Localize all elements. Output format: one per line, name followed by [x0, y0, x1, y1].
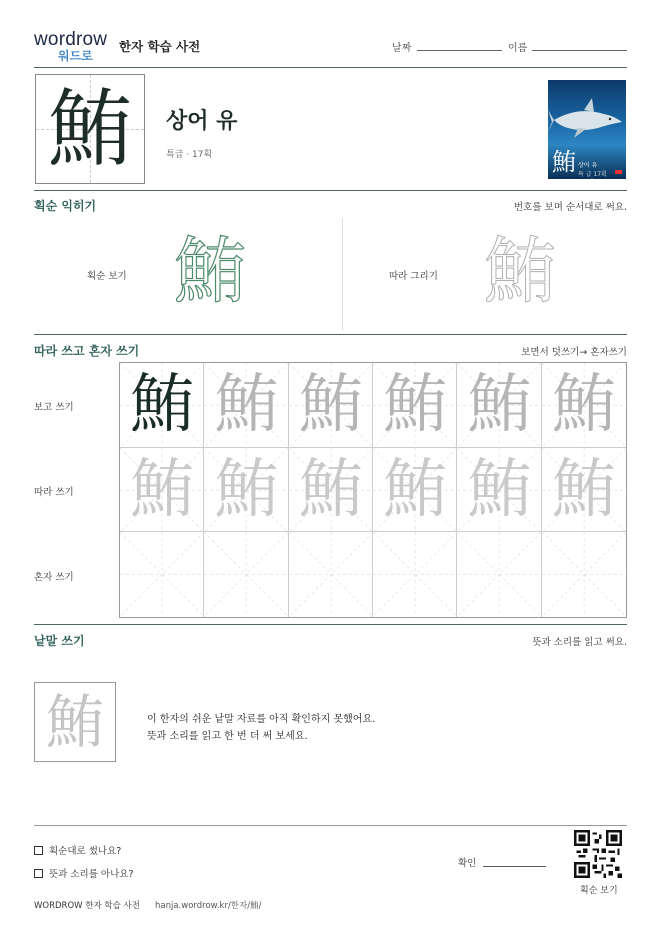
practice-cell[interactable]	[289, 448, 373, 533]
section-divider	[34, 624, 627, 625]
practice-cell[interactable]	[542, 363, 626, 448]
practice-cell[interactable]	[120, 532, 204, 617]
photo-character: 鮪	[552, 148, 576, 176]
footer-url[interactable]: hanja.wordrow.kr/한자/鮪/	[155, 901, 262, 911]
practice-cell[interactable]	[542, 532, 626, 617]
stroke-section-hint: 번호를 보며 순서대로 써요.	[513, 202, 627, 213]
row-label-trace: 따라 쓰기	[34, 487, 74, 498]
cell-guide-lines	[289, 532, 373, 617]
section-divider	[34, 190, 627, 191]
checklist-item-meaning[interactable]	[34, 866, 134, 880]
checklist-item-stroke[interactable]	[34, 843, 121, 857]
stroke-view-label: 획순 보기	[87, 271, 127, 282]
qr-icon	[574, 830, 622, 878]
photo-caption-sub: 특 급 17획 wordrow	[578, 171, 607, 185]
practice-cell[interactable]	[289, 363, 373, 448]
app-title: 한자 학습 사전	[119, 39, 201, 54]
practice-cell[interactable]	[373, 363, 457, 448]
stroke-section-title: 획순 익히기	[34, 199, 97, 213]
checkbox[interactable]	[34, 846, 43, 855]
cell-guide-lines	[120, 532, 204, 617]
cell-guide-lines	[373, 532, 457, 617]
date-label: 날짜	[392, 43, 412, 54]
row-label-look: 보고 쓰기	[34, 402, 74, 413]
practice-cell[interactable]	[204, 532, 288, 617]
practice-character: 鮪	[383, 452, 448, 527]
footer-brand: WORDROW 한자 학습 사전	[34, 901, 140, 911]
cell-guide-lines	[457, 532, 541, 617]
trace-character[interactable]: 鮪	[483, 229, 556, 313]
confirm-label: 확인	[458, 858, 477, 869]
checklist-label: 뜻과 소리를 아나요?	[49, 869, 134, 880]
practice-cell[interactable]	[289, 532, 373, 617]
practice-cell[interactable]	[120, 363, 204, 448]
word-character-box	[34, 682, 116, 762]
practice-cell[interactable]	[457, 448, 541, 533]
cell-guide-lines	[542, 532, 626, 617]
row-label-alone: 혼자 쓰기	[34, 572, 74, 583]
trace-label: 따라 그리기	[389, 271, 438, 282]
logo-korean: 워드로	[58, 49, 93, 63]
practice-character: 鮪	[214, 452, 279, 527]
practice-cell[interactable]	[204, 448, 288, 533]
practice-character: 鮪	[130, 368, 195, 442]
photo-caption-title: 상어 유	[578, 162, 598, 169]
word-message-line1: 이 한자의 쉬운 낱말 자료를 아직 확인하지 못했어요.	[147, 714, 376, 725]
practice-character: 鮪	[130, 452, 195, 527]
word-message-line2: 뜻과 소리를 읽고 한 번 더 써 보세요.	[147, 731, 308, 742]
practice-cell[interactable]	[542, 448, 626, 533]
checkbox[interactable]	[34, 869, 43, 878]
practice-section-hint: 보면서 덧쓰기→ 혼자쓰기	[521, 347, 627, 358]
hero-character: 鮪	[47, 80, 132, 178]
photo-badge	[615, 170, 622, 174]
practice-section-title: 따라 쓰고 혼자 쓰기	[34, 344, 140, 358]
practice-cell[interactable]	[373, 448, 457, 533]
date-field[interactable]	[417, 50, 502, 51]
practice-character: 鮪	[467, 452, 532, 527]
practice-character: 鮪	[551, 452, 616, 527]
character-level: 특급 · 17획	[166, 150, 213, 160]
practice-cell[interactable]	[457, 363, 541, 448]
name-label: 이름	[508, 43, 528, 54]
practice-cell[interactable]	[457, 532, 541, 617]
word-character: 鮪	[45, 688, 104, 756]
practice-cell[interactable]	[204, 363, 288, 448]
practice-character: 鮪	[214, 368, 279, 442]
name-field[interactable]	[532, 50, 627, 51]
section-divider	[34, 334, 627, 335]
practice-cell[interactable]	[373, 532, 457, 617]
shark-photo	[548, 80, 626, 185]
stroke-order-character: 鮪	[173, 229, 246, 313]
cell-guide-lines	[204, 532, 288, 617]
header-divider	[34, 67, 627, 68]
practice-character: 鮪	[467, 368, 532, 442]
wordrow-logo	[34, 30, 114, 66]
confirm-signature-line[interactable]	[483, 866, 546, 867]
stroke-divider	[342, 218, 343, 330]
footer-divider	[34, 825, 627, 826]
practice-character: 鮪	[383, 368, 448, 442]
hero-character-box	[35, 74, 145, 184]
word-section-hint: 뜻과 소리를 읽고 써요.	[532, 637, 627, 648]
word-section-title: 낱말 쓰기	[34, 634, 85, 648]
practice-grid	[119, 362, 627, 618]
logo-wordmark: wordrow	[34, 29, 108, 50]
practice-cell[interactable]	[120, 448, 204, 533]
practice-character: 鮪	[551, 368, 616, 442]
qr-label: 획순 보기	[580, 886, 618, 896]
qr-code[interactable]	[574, 830, 622, 878]
checklist-label: 획순대로 썼나요?	[49, 846, 122, 857]
character-meaning: 상어 유	[166, 109, 238, 134]
practice-character: 鮪	[298, 368, 363, 442]
practice-character: 鮪	[298, 452, 363, 527]
